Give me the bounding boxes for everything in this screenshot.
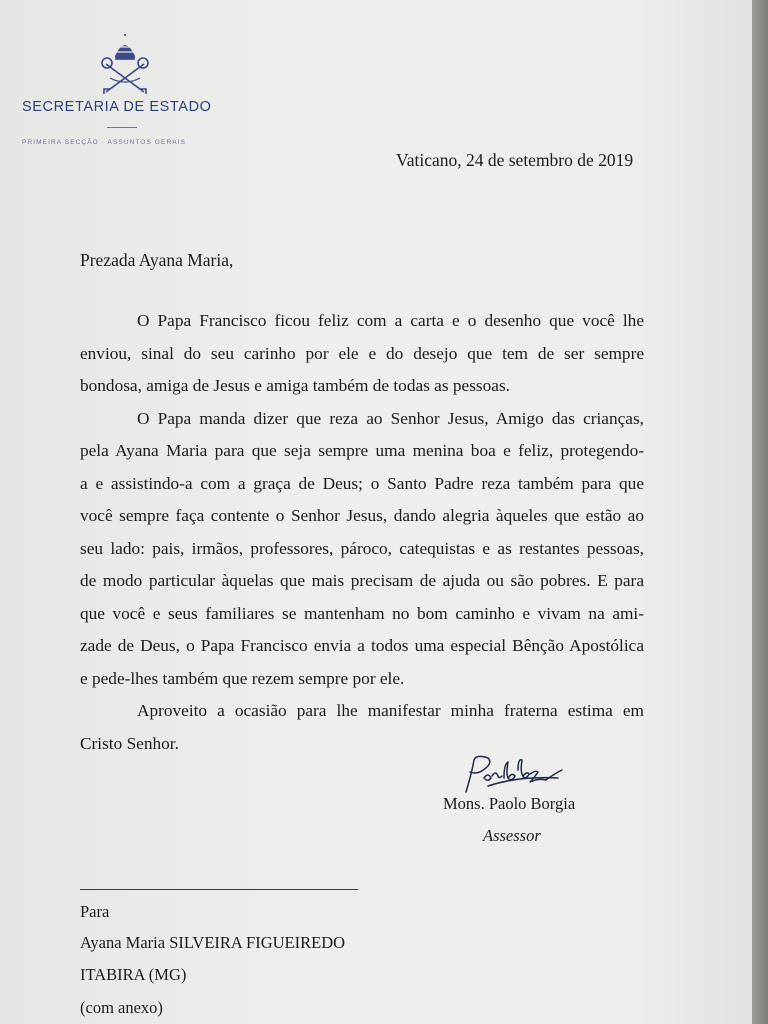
body-line: enviou, sinal do seu carinho por ele e do desejo que tem de ser sempre — [80, 343, 644, 363]
body-line: e pede-lhes também que rezem sempre por ele. — [80, 668, 405, 688]
body-line: a e assistindo-a com a graça de Deus; o Santo Padre reza também para que — [80, 473, 644, 493]
body-line: seu lado: pais, irmãos, professores, pároco, catequistas e as restantes pessoas, — [80, 538, 644, 558]
body-line: que você e seus familiares se mantenham no bom caminho e vivam na ami- — [80, 603, 644, 623]
date-line: Vaticano, 24 de setembro de 2019 — [396, 150, 634, 170]
body-line: bondosa, amiga de Jesus e amiga também de todas as pessoas. — [80, 376, 511, 395]
handwritten-signature — [458, 752, 568, 798]
recipient-city: ITABIRA (MG) — [80, 965, 187, 984]
salutation: Prezada Ayana Maria, — [80, 250, 234, 270]
recipient-label: Para — [80, 902, 110, 921]
signer-name: Mons. Paolo Borgia — [443, 794, 576, 813]
body-line: Aproveito a ocasião para lhe manifestar minha fraterna estima em — [137, 701, 644, 720]
letterhead-divider — [107, 127, 137, 128]
address-divider — [80, 889, 358, 890]
body-line: você sempre faça contente o Senhor Jesus, dando alegria àqueles que estão ao — [80, 506, 644, 525]
body-line: pela Ayana Maria para que seja sempre uma menina boa e feliz, protegendo- — [80, 441, 644, 460]
recipient-name: Ayana Maria SILVEIRA FIGUEIREDO — [80, 933, 346, 952]
papal-keys-icon — [96, 34, 154, 98]
signer-title: Assessor — [483, 826, 541, 845]
body-line: O Papa Francisco ficou feliz com a carta e o desenho que você lhe — [137, 311, 644, 330]
letter-body — [80, 305, 644, 760]
body-line: zade de Deus, o Papa Francisco envia a todos uma especial Bênção Apostólica — [80, 636, 644, 655]
body-line: Cristo Senhor. — [80, 733, 179, 753]
body-line: de modo particular àquelas que mais precisam de ajuda ou são pobres. E para — [80, 571, 644, 590]
paper-shadow-edge — [752, 0, 768, 1024]
recipient-note: (com anexo) — [80, 998, 163, 1017]
body-line: O Papa manda dizer que reza ao Senhor Jesus, Amigo das crianças, — [137, 408, 644, 428]
letterhead-title: SECRETARIA DE ESTADO — [22, 99, 212, 115]
letterhead-subtitle: PRIMEIRA SECÇÃO · ASSUNTOS GERAIS — [22, 139, 187, 146]
